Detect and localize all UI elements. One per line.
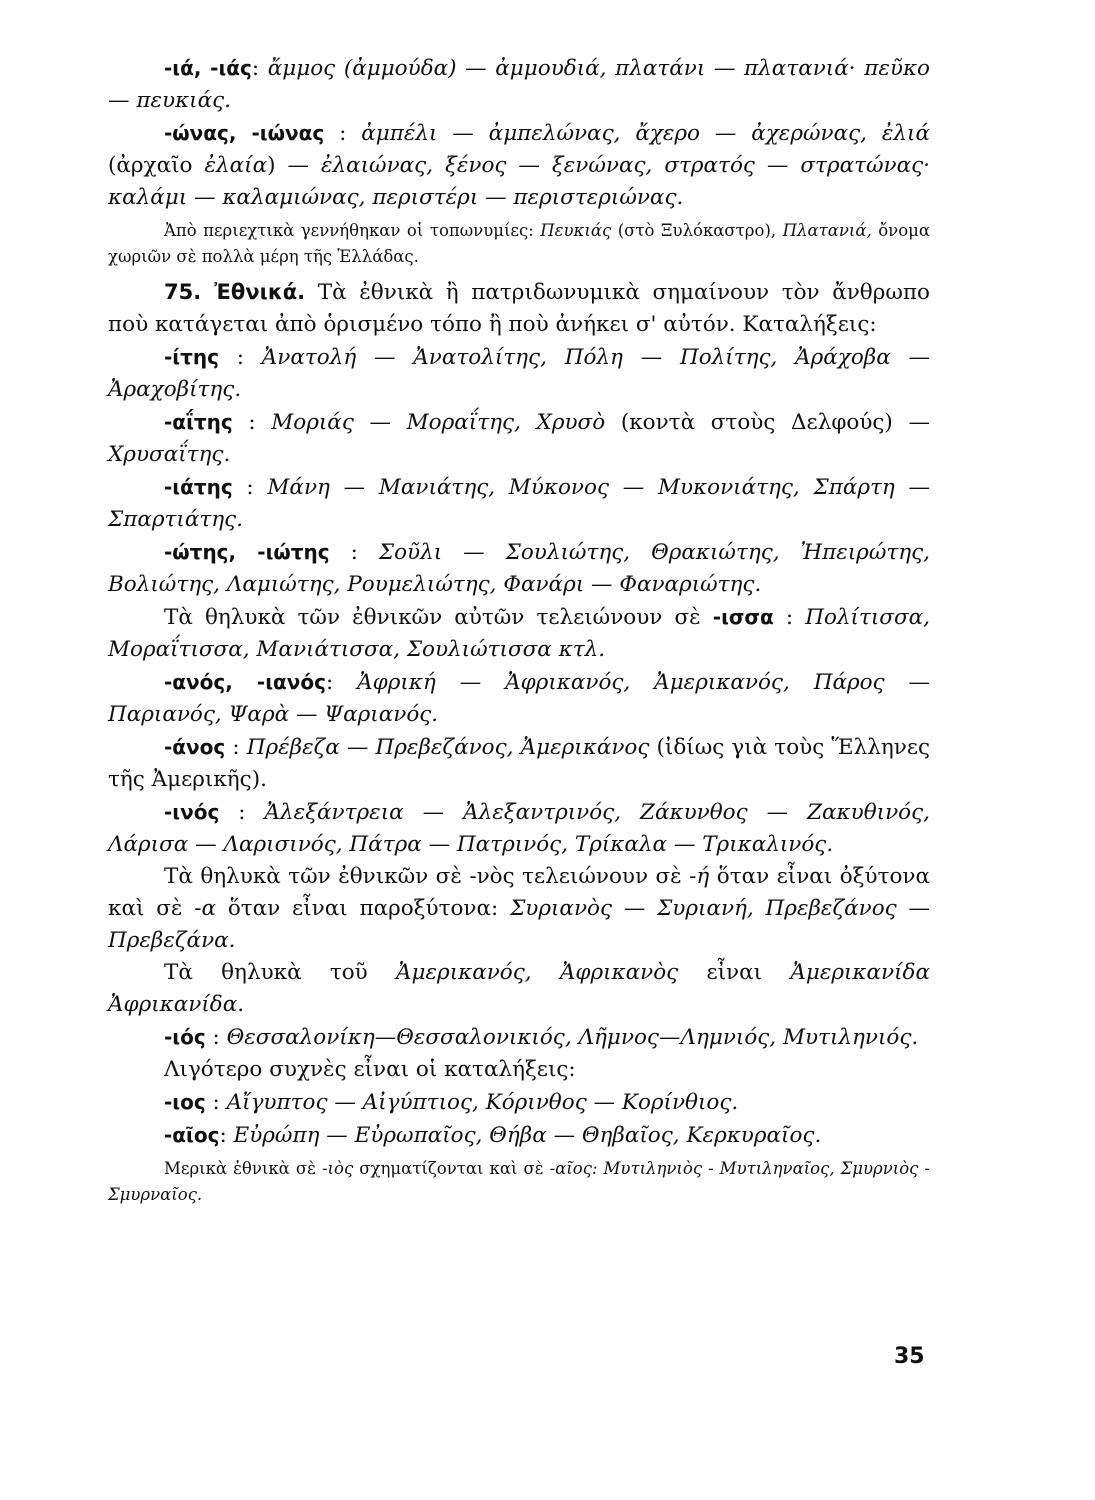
examples: Θεσσαλονίκη—Θεσσαλονικιός, Λῆμνος—Λημνιός, Μυτιληνιός. (226, 1025, 919, 1050)
page-number: 35 (894, 1344, 925, 1369)
note-toponyms: Ἀπὸ περιεχτικὰ γεννήθηκαν οἱ τοπωνυμίες: Πευκιάς (στὸ Ξυλόκαστρο), Πλατανιά, ὄνομα χωριῶν σὲ πολλὰ μέρη τῆς Ἑλλάδας. (108, 221, 931, 266)
paragraph-anos: -ανός, -ιανός: Ἀφρική — Ἀφρικανός, Ἀμερικανός, Πάρος — Παριανός, Ψαρὰ — Ψαριανός. (108, 670, 931, 727)
paragraph-aios: -αῖος: Εὐρώπη — Εὐρωπαῖος, Θήβα — Θηβαῖος, Κερκυραῖος. (164, 1123, 822, 1148)
examples: Μοριάς — Μοραΐτης, Χρυσὸ (271, 410, 606, 435)
examples: Πολίτισσα, Μοραΐτισσα, Μανιάτισσα, Σουλιώτισσα κτλ. (108, 605, 930, 662)
paragraph-feminine-amerikanida: Τὰ θηλυκὰ τοῦ Ἀμερικανός, Ἀφρικανὸς εἶναι Ἀμερικανίδα Ἀφρικανίδα. (108, 960, 931, 1017)
suffix: -αΐτης (164, 410, 233, 434)
paragraph-itis: -ίτης : Ἀνατολή — Ἀνατολίτης, Πόλη — Πολίτης, Ἀράχοβα — Ἀραχοβίτης. (108, 345, 930, 402)
suffix: -ώνας, -ιώνας (164, 121, 325, 145)
suffix: -ισσα (712, 605, 774, 629)
examples: Πρέβεζα — Πρεβεζάνος, Ἀμερικάνος (246, 735, 650, 760)
suffix: -αῖος (164, 1123, 220, 1147)
examples: Αἴγυπτος — Αἰγύπτιος, Κόρινθος — Κορίνθιος. (226, 1090, 739, 1115)
suffix: -ινός (164, 800, 220, 824)
suffix: -ιός (164, 1025, 206, 1049)
paragraph-ios: -ιός : Θεσσαλονίκη—Θεσσαλονικιός, Λῆμνος—Λημνιός, Μυτιληνιός. (164, 1025, 919, 1050)
paragraph-onas: -ώνας, -ιώνας : ἀμπέλι — ἀμπελώνας, ἄχερο — ἀχερώνας, ἐλιά (ἀρχαῖο ἐλαία) — ἐλαιώνας, ξένος — ξενώνας, στρατός — στρατώνας· καλάμι — καλαμιώνας, περιστέρι — περιστεριώνας. (108, 121, 930, 210)
suffix: -ιά, -ιάς (164, 56, 252, 80)
suffix: -ιάτης (164, 475, 233, 499)
paragraph-ios-unaccented: -ιος : Αἴγυπτος — Αἰγύπτιος, Κόρινθος — Κορίνθιος. (164, 1090, 739, 1115)
page-content (108, 52, 930, 1214)
paragraph-anos-paroxytone: -άνος : Πρέβεζα — Πρεβεζάνος, Ἀμερικάνος (ἰδίως γιὰ τοὺς Ἕλληνες τῆς Ἀμερικῆς). (108, 735, 931, 792)
suffix: -άνος (164, 735, 226, 759)
paragraph-feminine-issa: Τὰ θηλυκὰ τῶν ἐθνικῶν αὐτῶν τελειώνουν σὲ -ισσα : Πολίτισσα, Μοραΐτισσα, Μανιάτισσα, Σουλιώτισσα κτλ. (108, 605, 930, 662)
examples: Ἀφρική — Ἀφρικανός, Ἀμερικανός, Πάρος — Παριανός, Ψαρὰ — Ψαριανός. (108, 670, 931, 727)
suffix: -ώτης, -ιώτης (164, 540, 330, 564)
paragraph-iatis: -ιάτης : Μάνη — Μανιάτης, Μύκονος — Μυκονιάτης, Σπάρτη — Σπαρτιάτης. (108, 475, 930, 532)
suffix: -ίτης (164, 345, 219, 369)
paragraph-inos: -ινός : Ἀλεξάντρεια — Ἀλεξαντρινός, Ζάκυνθος — Ζακυθινός, Λάρισα — Λαρισινός, Πάτρα — Πατρινός, Τρίκαλα — Τρικαλινός. (108, 800, 930, 857)
suffix: -ιος (164, 1090, 206, 1114)
paragraph-aitis: -αΐτης : Μοριάς — Μοραΐτης, Χρυσὸ (κοντὰ στοὺς Δελφούς) — Χρυσαΐτης. (108, 410, 930, 467)
suffix: -ανός, -ιανός (164, 670, 326, 694)
examples: Μάνη — Μανιάτης, Μύκονος — Μυκονιάτης, Σπάρτη — Σπαρτιάτης. (108, 475, 930, 532)
paragraph-ia: -ιά, -ιάς: ἄμμος (ἀμμούδα) — ἀμμουδιά, πλατάνι — πλατανιά· πεῦκο — πευκιάς. (108, 56, 930, 113)
section-heading: 75. Ἐθνικά. (164, 280, 306, 304)
examples: Εὐρώπη — Εὐρωπαῖος, Θήβα — Θηβαῖος, Κερκυραῖος. (233, 1123, 822, 1148)
examples: ἄμμος (ἀμμούδα) — ἀμμουδιά, πλατάνι — πλατανιά· πεῦκο — πευκιάς. (108, 56, 930, 113)
paragraph-feminine-nos: Τὰ θηλυκὰ τῶν ἐθνικῶν σὲ -νὸς τελειώνουν σὲ -ή ὅταν εἶναι ὀξύτονα καὶ σὲ -α ὅταν εἶναι παροξύτονα: Συριανὸς — Συριανή, Πρεβεζάνος — Πρεβεζάνα. (108, 864, 930, 953)
examples: ἀμπέλι — ἀμπελώνας, ἄχερο — ἀχερώνας, ἐλιά (361, 121, 930, 146)
examples: Ἀνατολή — Ἀνατολίτης, Πόλη — Πολίτης, Ἀράχοβα — Ἀραχοβίτης. (108, 345, 930, 402)
section-75-ethnika: 75. Ἐθνικά. Τὰ ἐθνικὰ ἢ πατριδωνυμικὰ σημαίνουν τὸν ἄνθρωπο ποὺ κατάγεται ἀπὸ ὁρισμένο τόπο ἢ ποὺ ἀνήκει σ' αὐτόν. Καταλήξεις: (108, 280, 930, 337)
examples: Ἀλεξάντρεια — Ἀλεξαντρινός, Ζάκυνθος — Ζακυθινός, Λάρισα — Λαρισινός, Πάτρα — Πατρινός, Τρίκαλα — Τρικαλινός. (108, 800, 930, 857)
note-mytilinaios: Μερικὰ ἐθνικὰ σὲ -ιὸς σχηματίζονται καὶ σὲ -αῖος: Μυτιληνιὸς - Μυτιληναῖος, Σμυρνιὸς - Σμυρναῖος. (108, 1159, 931, 1204)
paragraph-otis: -ώτης, -ιώτης : Σοῦλι — Σουλιώτης, Θρακιώτης, Ἠπειρώτης, Βολιώτης, Λαμιώτης, Ρουμελιώτης, Φανάρι — Φαναριώτης. (108, 540, 930, 597)
paragraph-less-frequent: Λιγότερο συχνὲς εἶναι οἱ καταλήξεις: (164, 1057, 576, 1082)
examples: Σοῦλι — Σουλιώτης, Θρακιώτης, Ἠπειρώτης, Βολιώτης, Λαμιώτης, Ρουμελιώτης, Φανάρι — Φαναριώτης. (108, 540, 930, 597)
